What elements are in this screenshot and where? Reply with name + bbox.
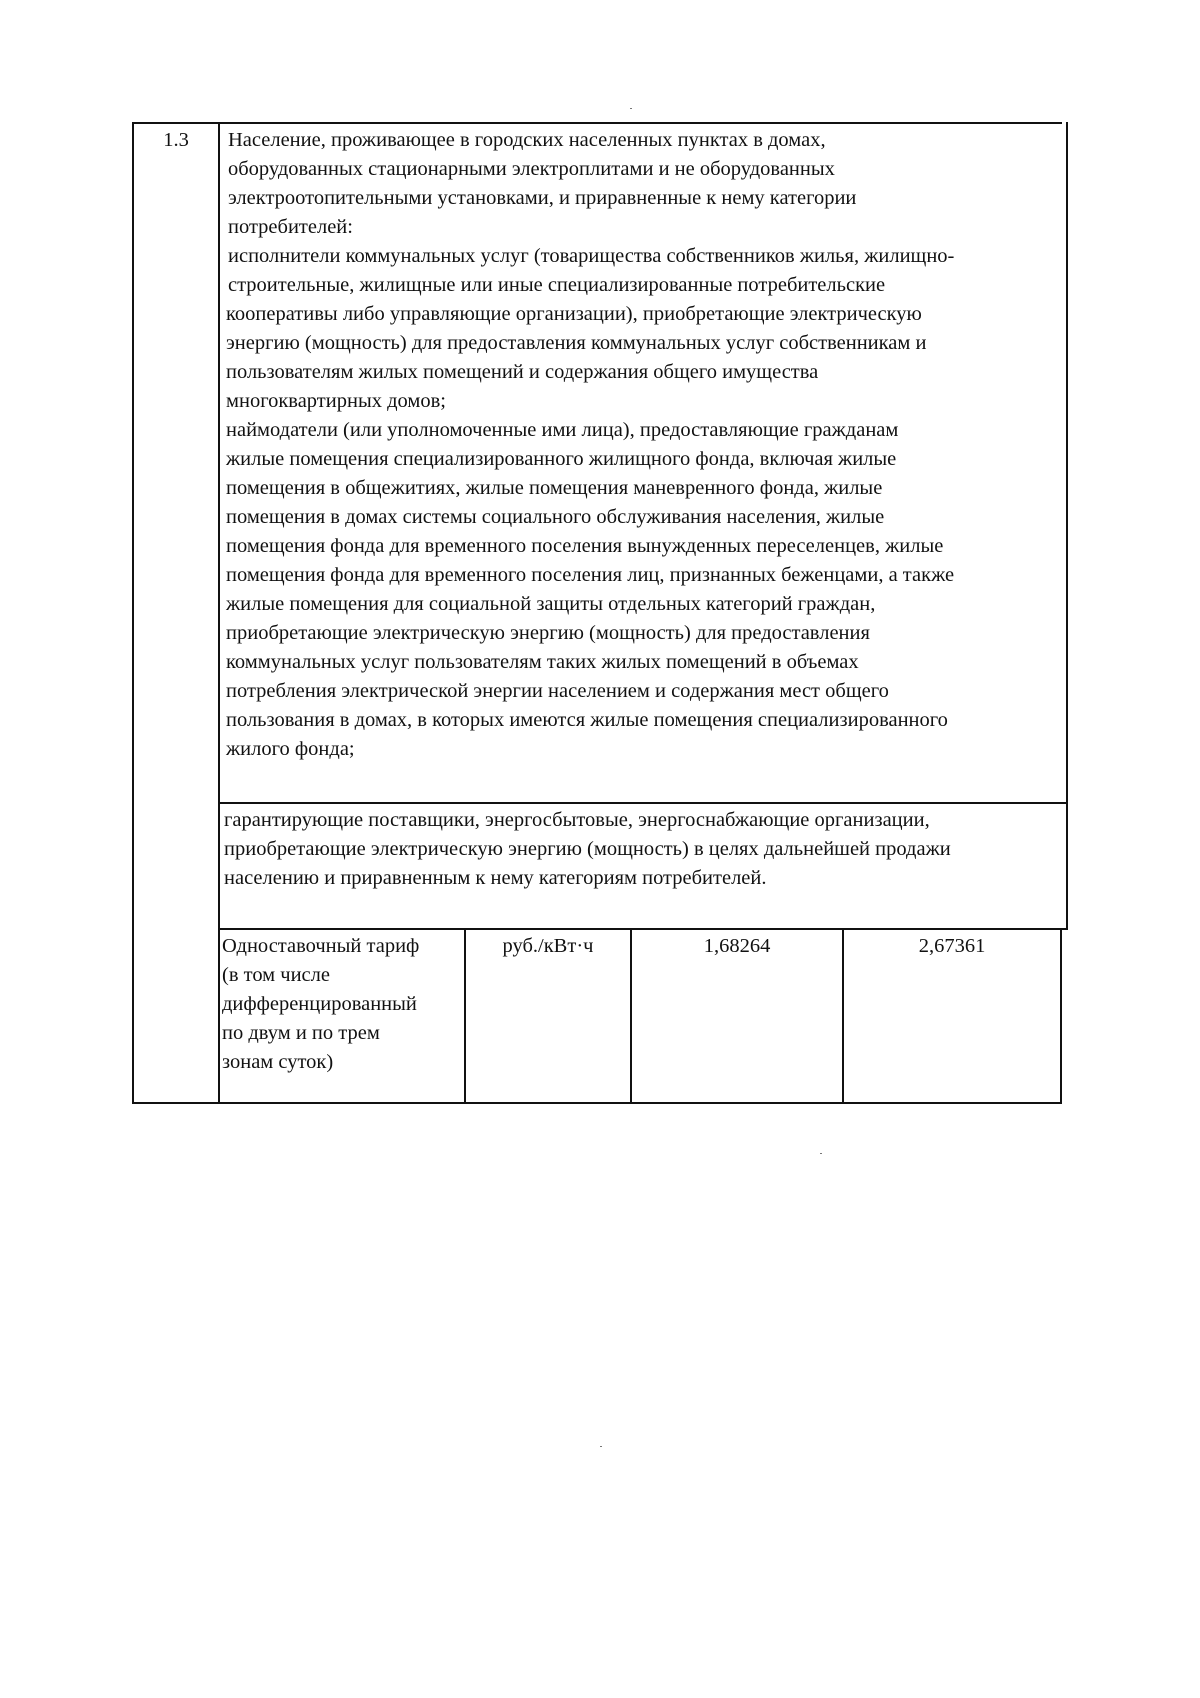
text-line: энергию (мощность) для предоставления коммунальных услуг собственникам и <box>226 332 927 354</box>
scan-speck <box>820 1153 822 1154</box>
tariff-value-first-half: 1,68264 <box>703 935 771 957</box>
text-line: оборудованных стационарными электроплитами и не оборудованных <box>228 158 835 180</box>
text-line: жилые помещения специализированного жилищного фонда, включая жилые <box>226 448 897 470</box>
text-line: потребления электрической энергии населением и содержания мест общего <box>226 680 889 702</box>
text-line: коммунальных услуг пользователям таких жилых помещений в объемах <box>226 651 859 673</box>
text-line: (в том числе <box>222 964 330 986</box>
scan-speck <box>630 108 632 109</box>
text-line: зонам суток) <box>222 1051 334 1073</box>
text-line: жилые помещения для социальной защиты отдельных категорий граждан, <box>226 593 876 615</box>
tariff-unit: руб./кВт·ч <box>502 935 594 957</box>
text-line: многоквартирных домов; <box>226 390 446 412</box>
text-line: Одноставочный тариф <box>222 935 420 957</box>
text-line: помещения фонда для временного поселения вынужденных переселенцев, жилые <box>226 535 944 557</box>
table-divider-tariff <box>218 928 1068 930</box>
text-line: помещения фонда для временного поселения лиц, признанных беженцами, а также <box>226 564 955 586</box>
text-line: потребителей: <box>228 216 353 238</box>
text-line: дифференцированный <box>222 993 417 1015</box>
text-line: помещения в домах системы социального обслуживания населения, жилые <box>226 506 885 528</box>
text-line: гарантирующие поставщики, энергосбытовые, энергоснабжающие организации, <box>224 809 930 831</box>
row-number: 1.3 <box>163 129 189 151</box>
text-line: исполнители коммунальных услуг (товарищества собственников жилья, жилищно- <box>228 245 955 267</box>
text-line: по двум и по трем <box>222 1022 380 1044</box>
text-line: строительные, жилищные или иные специализированные потребительские <box>228 274 886 296</box>
text-line: помещения в общежитиях, жилые помещения маневренного фонда, жилые <box>226 477 883 499</box>
scan-speck <box>600 1446 602 1447</box>
text-line: приобретающие электрическую энергию (мощность) для предоставления <box>226 622 870 644</box>
tariff-value-second-half: 2,67361 <box>918 935 986 957</box>
text-line: Население, проживающее в городских населенных пунктах в домах, <box>228 129 826 151</box>
text-line: электроотопительными установками, и приравненные к нему категории <box>228 187 857 209</box>
table-right-border-upper <box>1066 122 1068 928</box>
table-divider-number-column <box>218 122 220 1104</box>
text-line: кооперативы либо управляющие организации), приобретающие электрическую <box>226 303 922 325</box>
table-divider-suppliers <box>218 802 1068 804</box>
text-line: жилого фонда; <box>226 738 355 760</box>
text-line: приобретающие электрическую энергию (мощность) в целях дальнейшей продажи <box>224 838 951 860</box>
table-right-border-lower <box>1060 928 1062 1104</box>
text-line: наймодатели (или уполномоченные ими лица), предоставляющие гражданам <box>226 419 899 441</box>
text-line: пользования в домах, в которых имеются жилые помещения специализированного <box>226 709 948 731</box>
text-line: населению и приравненным к нему категориям потребителей. <box>224 867 767 889</box>
text-line: пользователям жилых помещений и содержания общего имущества <box>226 361 819 383</box>
